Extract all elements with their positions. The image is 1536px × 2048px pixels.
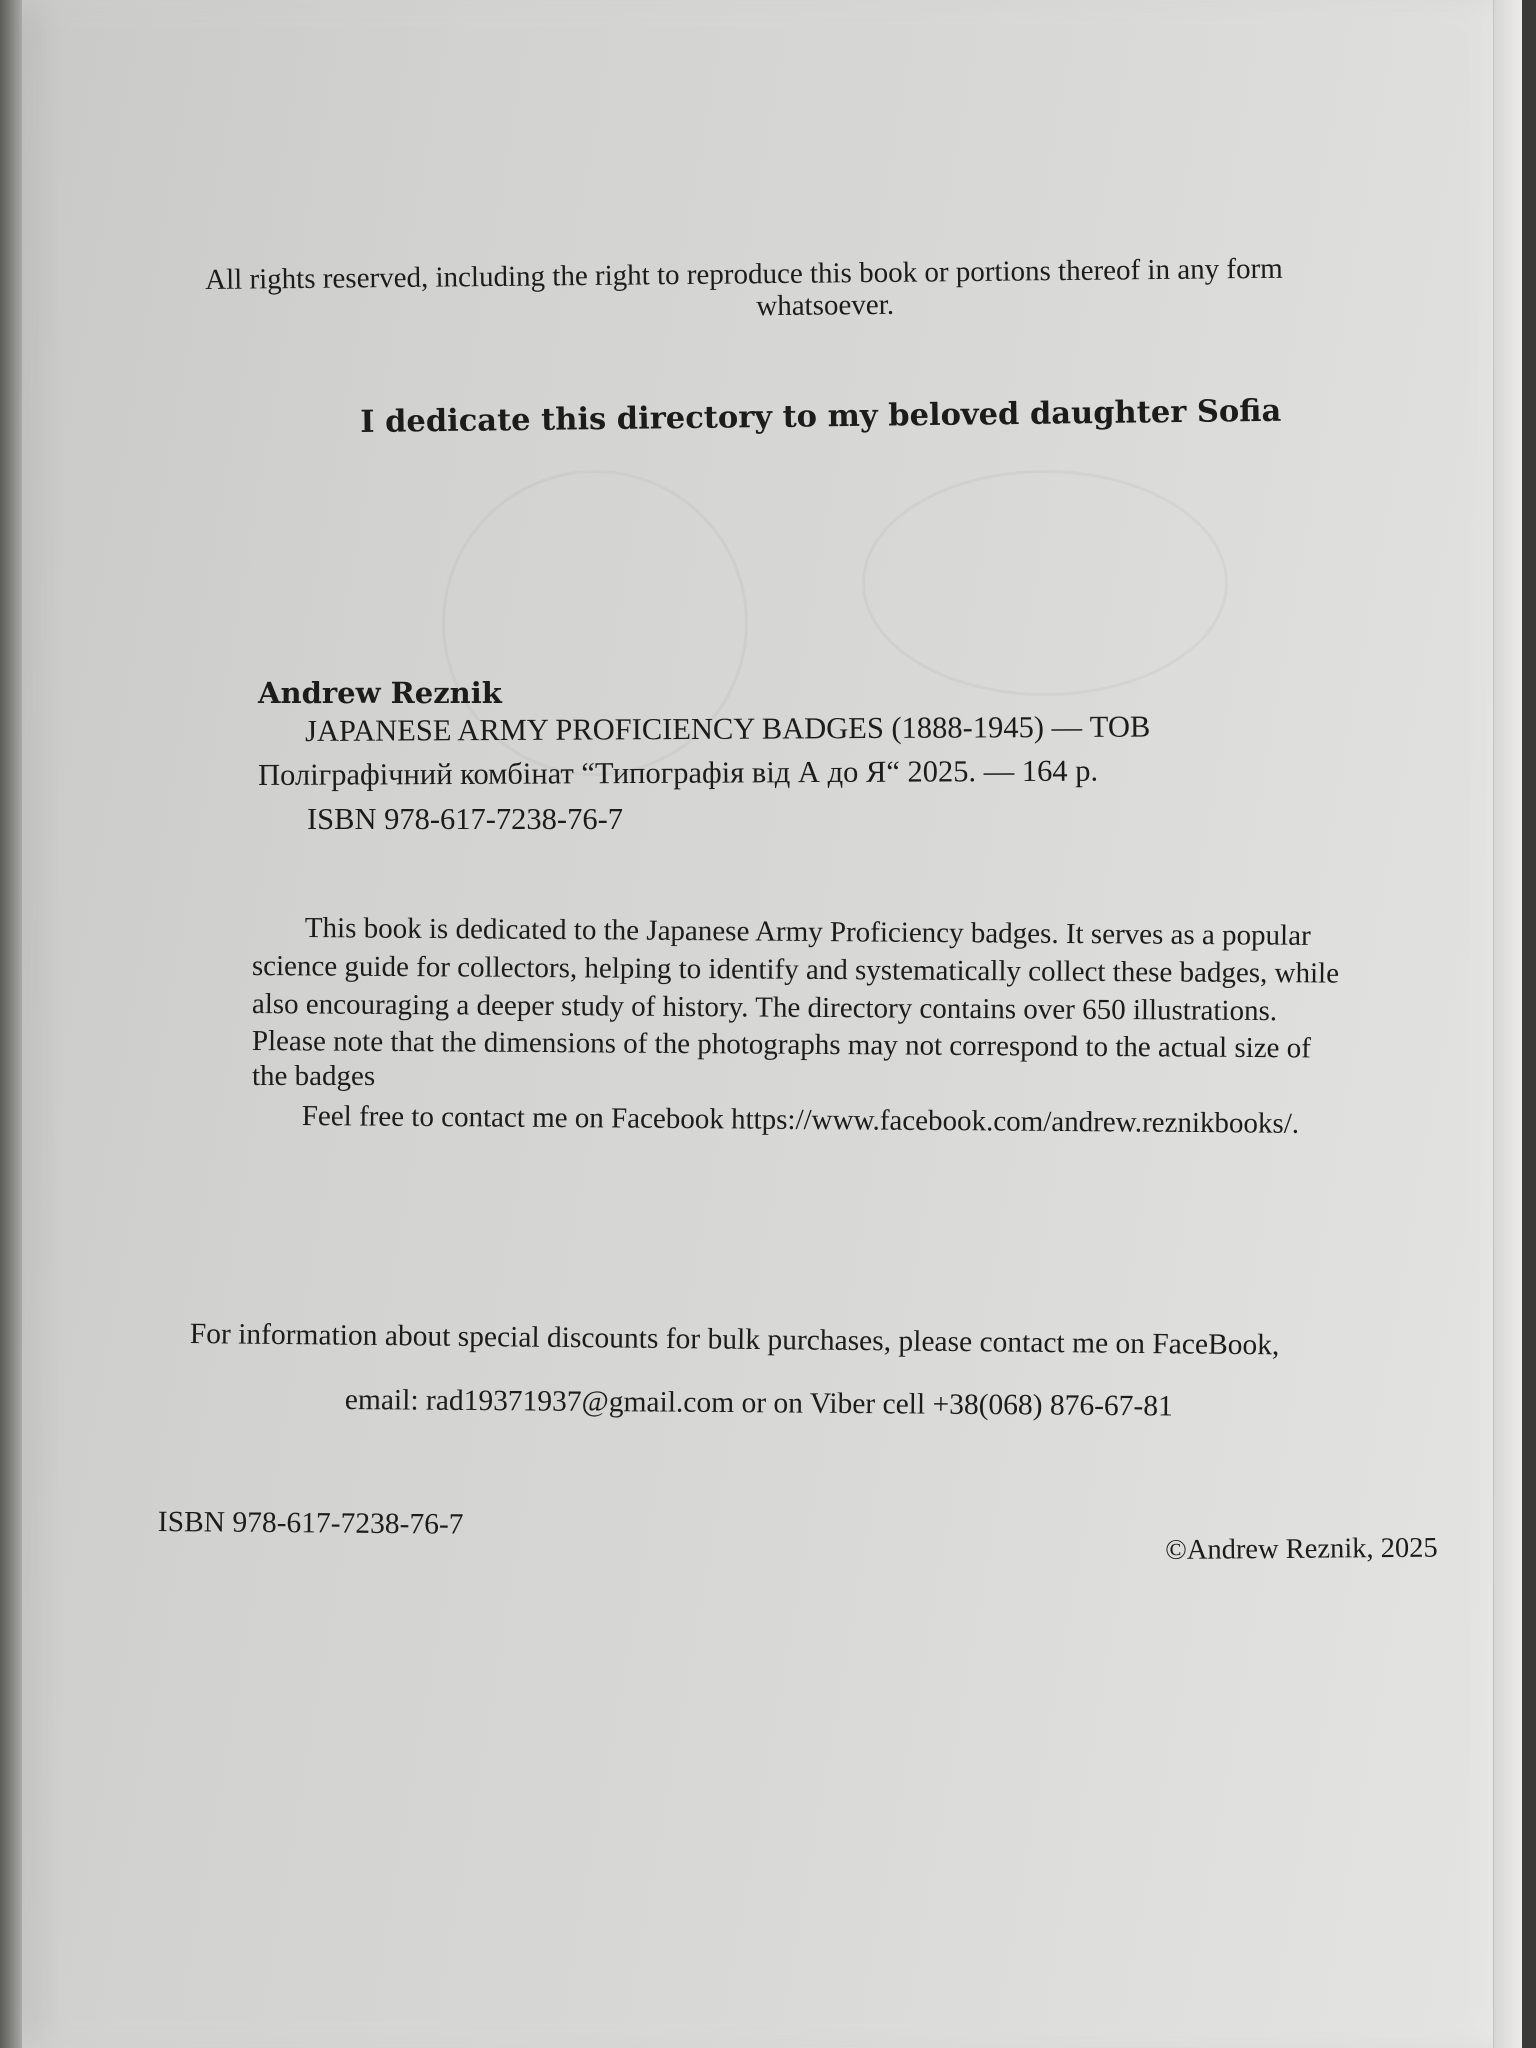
description-line-1: This book is dedicated to the Japanese Army Proficiency badges. It serves as a popular [304, 912, 1311, 952]
contact-email-viber: email: rad19371937@gmail.com or on Viber cell +38(068) 876-67-81 [344, 1384, 1173, 1423]
catalog-publisher: Поліграфічний комбінат “Типографія від А до Я“ 2025. — 164 p. [258, 753, 1099, 792]
rights-reserved-line-2: whatsoever. [756, 288, 895, 323]
facebook-contact-line: Feel free to contact me on Facebook https://www.facebook.com/andrew.reznikbooks/. [301, 1100, 1300, 1140]
footer-isbn: ISBN 978-617-7238-76-7 [157, 1506, 464, 1541]
page-edge-right [1493, 0, 1522, 2048]
dedication: I dedicate this directory to my beloved daughter Sofia [360, 392, 1282, 440]
catalog-author: Andrew Reznik [258, 676, 502, 710]
rights-reserved-line-1: All rights reserved, including the right to reproduce this book or portions thereof in any form [205, 252, 1283, 296]
description-line-2: science guide for collectors, helping to identify and systematically collect these badges, while [251, 950, 1340, 990]
copyright-notice: ©Andrew Reznik, 2025 [1165, 1532, 1438, 1566]
show-through-emblem-right [862, 470, 1228, 696]
description-line-4: Please note that the dimensions of the photographs may not correspond to the actual size of [251, 1025, 1312, 1065]
catalog-isbn: ISBN 978-617-7238-76-7 [307, 802, 623, 836]
book-gutter-shadow [0, 0, 22, 2048]
catalog-title: JAPANESE ARMY PROFICIENCY BADGES (1888-1945) — ТОВ [305, 709, 1151, 748]
description-line-3: also encouraging a deeper study of history. The directory contains over 650 illustrations. [251, 988, 1278, 1028]
bulk-purchase-info: For information about special discounts for bulk purchases, please contact me on FaceBook, [189, 1318, 1280, 1362]
description-line-5: the badges [252, 1060, 376, 1092]
